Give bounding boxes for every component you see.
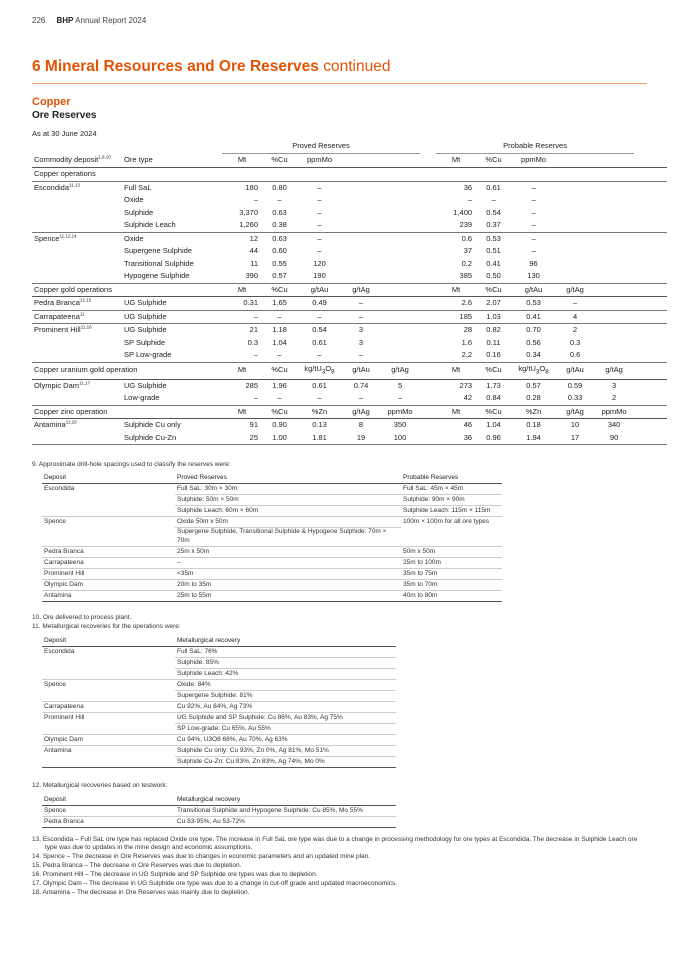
table-row: Sulphide Leach: 60m × 60m Sulphide Leach: 115m × 115m	[42, 506, 502, 517]
table-row: SP Sulphide 0.3 1.04 0.61 3 1.6 0.11 0.56 0.3	[124, 337, 581, 347]
table-row: Carrapateena – 25m to 100m	[42, 558, 502, 569]
section-header-row: Copper uranium gold operation Mt %Cu $kg/tU_3O_8$ g/tAu g/tAg Mt %Cu $kg/tU_3O_8$ g/tAu g/tAg	[32, 362, 667, 379]
note-9: 9. Approximate drill-hole spacings used to classify the reserves were:	[32, 461, 231, 468]
deposit-antamina: Antamina$^{11,18}$	[34, 419, 77, 429]
table-row: Antamina 25m to 55m 40m to 80m	[42, 591, 502, 602]
note-10: 10. Ore delivered to process plant.	[32, 614, 132, 621]
table-header-row: Deposit Metallurgical recovery	[42, 795, 396, 806]
proved-reserves-header: Proved Reserves	[222, 140, 420, 154]
footnote-13: 13. Escondida – Full SaL ore type has replaced Oxide ore type. The increase in Full SaL ore type was due to a change in processing methodology for ore types at Escondida. The decrease in Sulphide Leach ore type was due to updates in the mine design and economic assumptions.	[32, 836, 638, 851]
probable-reserves-header: Probable Reserves	[436, 140, 634, 154]
table-row: Hypogene Sulphide 390 0.57 190 385 0.50 130	[32, 270, 667, 283]
ore-reserves-table	[32, 140, 667, 445]
note-11: 11. Metallurgical recoveries for the operations were:	[32, 623, 181, 630]
page-number: 226	[32, 16, 46, 25]
recovery-table	[42, 636, 396, 768]
table-row: SP Low-grade – – – – 2.2 0.16 0.34 0.6	[32, 349, 667, 362]
copper-zinc-label: Copper zinc operation	[32, 405, 222, 419]
table-row: SP Low-grade: Cu 65%, Au 55%	[42, 724, 396, 735]
section-continued: continued	[323, 58, 391, 75]
deposit-escondida: Escondida$^{11,13}$	[34, 182, 80, 192]
deposit-spence: Spence$^{11,12,14}$	[34, 233, 77, 243]
table-row: Prominent Hill UG Sulphide and SP Sulphide: Cu 86%, Au 83%, Ag 75%	[42, 713, 396, 724]
report-name: Annual Report 2024	[75, 16, 147, 25]
col-deposit: Commodity deposit$^{1,8,10}$	[32, 154, 122, 168]
table-header-row: Deposit Metallurgical recovery	[42, 636, 396, 647]
table-row: Prominent Hill$^{11,16}$ UG Sulphide 21 1.18 0.54 3 28 0.82 0.70 2	[32, 324, 667, 337]
copper-operations-label: Copper operations	[32, 168, 667, 182]
table-row: Pedra Branca$^{12,15}$ UG Sulphide 0.31 1.65 0.49 – 2.6 2.07 0.53 –	[32, 297, 667, 311]
table-row: Spence Transitional Sulphide and Hypogene Sulphide: Cu 85%, Mo 55%	[42, 806, 396, 817]
table-row: Pedra Branca 25m x 50m 50m x 50m	[42, 547, 502, 558]
footnote-18: 18. Antamina – The decrease in Ore Reserves was mainly due to depletion.	[32, 889, 250, 896]
deposit-pedra-branca: Pedra Branca$^{12,15}$	[32, 297, 122, 311]
col-ore-type: Ore type	[122, 154, 222, 168]
section-title: 6 Mineral Resources and Ore Reserves continued	[32, 58, 391, 75]
copper-gold-label: Copper gold operations	[32, 283, 222, 297]
column-header-row	[32, 154, 667, 168]
table-row: Sulphide: 85%	[42, 658, 396, 669]
table-row: Carrapateena Cu 92%, Au 84%, Ag 73%	[42, 702, 396, 713]
col-cu: %Cu	[476, 154, 511, 168]
table-row: Olympic Dam 20m to 35m 35m to 70m	[42, 580, 502, 591]
table-header-row: Deposit Proved Reserves Probable Reserves	[42, 473, 502, 484]
col-cu: %Cu	[262, 154, 297, 168]
testwork-recovery-table	[42, 795, 396, 828]
table-row: Prominent Hill <35m 35m to 75m	[42, 569, 502, 580]
as-at-date: As at 30 June 2024	[32, 129, 97, 138]
note-12: 12. Metallurgical recoveries based on testwork:	[32, 782, 168, 789]
table-row: Escondida Full SaL: 30m × 30m Full SaL: 45m × 45m	[42, 484, 502, 495]
table-row: Spence Oxide: 84%	[42, 680, 396, 691]
table-row: Sulphide Cu-Zn 25 1.00 1.81 19 100 36 0.96 1.94 17 90	[32, 432, 667, 445]
table-row: Spence Oxide 50m x 50m 100m × 100m for all ore types	[42, 517, 502, 528]
section-header-row: Copper zinc operation Mt %Cu %Zn g/tAg ppmMo Mt %Cu %Zn g/tAg ppmMo	[32, 405, 667, 419]
copper-uranium-label: Copper uranium gold operation	[32, 362, 222, 379]
commodity-title: Copper	[32, 96, 71, 108]
table-row: Escondida Full SaL: 76%	[42, 647, 396, 658]
table-row: Transitional Sulphide 11 0.55 120 0.2 0.41 96	[124, 258, 538, 268]
col-mt: Mt	[222, 154, 262, 168]
deposit-olympic-dam: Olympic Dam$^{11,17}$	[34, 380, 90, 390]
col-mo: ppmMo	[511, 154, 556, 168]
table-row: Spence$^{11,12,14}$ Oxide 12 0.63 – 0.6 0.53 –	[32, 232, 667, 245]
deposit-carrapateena: Carrapateena$^{11}$	[32, 310, 122, 324]
brand-name: BHP	[56, 16, 74, 25]
table-row: Low-grade – – – – – 42 0.84 0.28 0.33 2	[32, 392, 667, 405]
table-row: Sulphide: 50m × 50m Sulphide: 90m × 90m	[42, 495, 502, 506]
table-row: Sulphide Cu-Zn: Cu 83%, Zn 83%, Ag 74%, Mo 0%	[42, 757, 396, 768]
footnote-14: 14. Spence – The decrease in Ore Reserves was due to changes in economic parameters and an updated mine plan.	[32, 853, 371, 860]
table-row: Olympic Dam$^{11,17}$ UG Sulphide 285 1.96 0.61 0.74 5 273 1.73 0.57 0.59 3	[32, 379, 667, 392]
col-mt: Mt	[436, 154, 476, 168]
table-row: Oxide – – – – – –	[124, 195, 536, 204]
table-row: Sulphide Leach: 42%	[42, 669, 396, 680]
table-row: Escondida$^{11,13}$ Full SaL 180 0.80 – 36 0.61 –	[32, 181, 667, 194]
table-row: Olympic Dam Cu 94%, U3O8 68%, Au 70%, Ag 63%	[42, 735, 396, 746]
table-row: Supergene Sulphide 44 0.60 – 37 0.51 –	[124, 246, 536, 255]
table-row: Pedra Branca Cu 83-95%, Au 53-72%	[42, 817, 396, 828]
deposit-prominent-hill: Prominent Hill$^{11,16}$	[34, 324, 92, 334]
table-row: Carrapateena$^{11}$ UG Sulphide – – – – 185 1.03 0.41 4	[32, 310, 667, 324]
footnote-16: 16. Prominent Hill – The decrease in UG Sulphide and SP Sulphide ore types was due to depletion.	[32, 871, 318, 878]
section-divider	[32, 83, 647, 84]
footnote-17: 17. Olympic Dam – The decrease in UG Sulphide ore type was due to a change in cut-off grade and updated macroeconomics.	[32, 880, 398, 887]
drill-spacing-table	[42, 473, 502, 602]
table-row: Sulphide Leach 1,260 0.38 – 239 0.37 –	[32, 219, 667, 232]
group-header-row	[32, 140, 667, 154]
col-mo: ppmMo	[297, 154, 342, 168]
table-row: Sulphide 3,370 0.63 – 1,400 0.54 –	[124, 207, 536, 217]
table-row: Antamina$^{11,18}$ Sulphide Cu only 91 0.90 0.13 8 350 46 1.04 0.18 10 340	[32, 419, 667, 432]
table-row: Antamina Sulphide Cu only: Cu 93%, Zn 0%, Ag 81%, Mo 51%	[42, 746, 396, 757]
footnote-15: 15. Pedra Branca – The decrease in Ore Reserves was due to depletion.	[32, 862, 242, 869]
table-row: Supergene Sulphide: 81%	[42, 691, 396, 702]
page-header	[32, 16, 146, 25]
section-row	[32, 168, 667, 182]
table-row: Supergene Sulphide, Transitional Sulphide & Hypogene Sulphide: 70m × 70m	[42, 528, 502, 547]
section-header-row: Copper gold operations Mt %Cu g/tAu g/tAg Mt %Cu g/tAu g/tAg	[32, 283, 667, 297]
ore-reserves-heading: Ore Reserves	[32, 110, 97, 121]
